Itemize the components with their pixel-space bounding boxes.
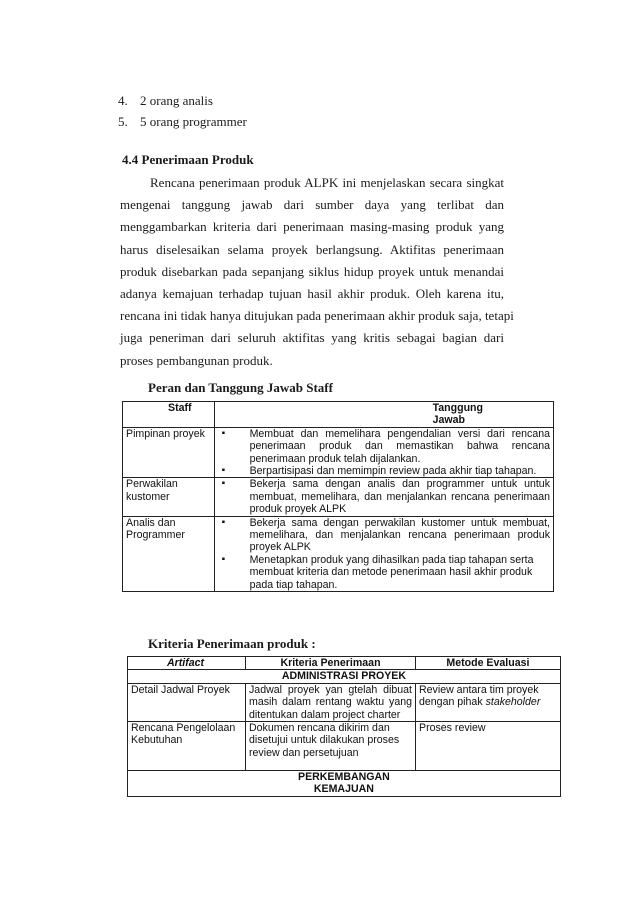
- paragraph-line: produk disebarkan pada sepanjang siklus hidup proyek untuk menandai: [120, 263, 504, 279]
- paragraph-line: juga peneriman dari seluruh aktifitas yang kritis sebagai bagian dari: [120, 330, 504, 346]
- header-tanggung-jawab: Tanggung Jawab: [214, 402, 553, 428]
- artifact-cell: Detail Jadwal Proyek: [128, 683, 246, 721]
- list-item-text: 5 orang programmer: [140, 114, 247, 129]
- header-kriteria: Kriteria Penerimaan: [246, 657, 416, 670]
- responsibility-item: ▪ Bekerja sama dengan analis dan programmer untuk untuk membuat, memelihara, dan menjalankan rencana penerimaan produk proyek ALPK: [218, 478, 550, 515]
- paragraph-line: Rencana penerimaan produk ALPK ini menjelaskan secara singkat: [150, 175, 504, 190]
- staff-cell: Pimpinan proyek: [123, 427, 215, 478]
- table-header-row: [128, 657, 561, 670]
- kriteria-cell: Dokumen rencana dikirim dan disetujui untuk dilakukan proses review dan persetujuan: [246, 722, 416, 771]
- list-item-number: 5.: [118, 114, 128, 129]
- kriteria-table: [127, 656, 561, 797]
- responsibility-cell: [214, 427, 553, 478]
- paragraph-line: adanya kemajuan terhadap tujuan hasil akhir produk. Oleh karena itu,: [120, 285, 504, 301]
- section-perkembangan: PERKEMBANGAN KEMAJUAN: [128, 771, 561, 797]
- table-header-row: [123, 402, 554, 428]
- section-row: [128, 771, 561, 797]
- list-item: [118, 111, 247, 132]
- metode-cell: Review antara tim proyek dengan pihak stakeholder: [416, 683, 561, 721]
- paragraph-line: mengenai tanggung jawab dari sumber daya yang terlibat dan: [120, 197, 504, 213]
- staff-table-title: Peran dan Tanggung Jawab Staff: [148, 380, 333, 395]
- paragraph-line: harus diselesaikan selama proyek berlangsung. Aktifitas penerimaan: [120, 241, 504, 257]
- staff-cell: Analis dan Programmer: [123, 516, 215, 591]
- section-heading: 4.4 Penerimaan Produk: [122, 152, 254, 167]
- table-row: [123, 427, 554, 478]
- list-item-text: 2 orang analis: [140, 93, 213, 108]
- header-staff: Staff: [123, 402, 215, 428]
- staff-cell: Perwakilan kustomer: [123, 478, 215, 516]
- table-row: [123, 478, 554, 516]
- header-metode: Metode Evaluasi: [416, 657, 561, 670]
- paragraph-line: menggambarkan kriteria dari penerimaan masing-masing produk yang: [120, 219, 504, 235]
- section-administrasi: ADMINISTRASI PROYEK: [128, 670, 561, 683]
- section-row: [128, 670, 561, 683]
- numbered-list: [118, 90, 247, 132]
- list-item: [118, 90, 247, 111]
- responsibility-item: ▪ Menetapkan produk yang dihasilkan pada tiap tahapan serta membuat kriteria dan metode penerimaan hasil akhir produk pada tiap tahapan.: [218, 554, 550, 591]
- paragraph-line: proses pembangunan produk.: [120, 352, 273, 368]
- responsibility-item: ▪ Membuat dan memelihara pengendalian versi dari rencana penerimaan produk dan memastikan bahwa rencana penerimaan produk telah dijalankan.: [218, 428, 550, 465]
- responsibility-cell: [214, 478, 553, 516]
- header-artifact: Artifact: [128, 657, 246, 670]
- responsibility-item: ▪ Berpartisipasi dan memimpin review pada akhir tiap tahapan.: [218, 465, 550, 477]
- section-paragraph: [120, 172, 514, 372]
- table-row: [128, 722, 561, 771]
- list-item-number: 4.: [118, 93, 128, 108]
- paragraph-line: rencana ini tidak hanya ditujukan pada penerimaan akhir produk saja, tetapi: [120, 308, 514, 324]
- table-row: [128, 683, 561, 721]
- artifact-cell: Rencana Pengelolaan Kebutuhan: [128, 722, 246, 771]
- staff-table: [122, 401, 554, 592]
- metode-cell: Proses review: [416, 722, 561, 771]
- kriteria-table-title: Kriteria Penerimaan produk :: [148, 636, 316, 651]
- responsibility-cell: [214, 516, 553, 591]
- table-row: [123, 516, 554, 591]
- kriteria-cell: Jadwal proyek yan gtelah dibuat masih dalam rentang waktu yang ditentukan dalam project charter: [246, 683, 416, 721]
- responsibility-item: ▪ Bekerja sama dengan perwakilan kustomer untuk membuat, memelihara, dan menjalankan rencana penerimaan produk proyek ALPK: [218, 517, 550, 554]
